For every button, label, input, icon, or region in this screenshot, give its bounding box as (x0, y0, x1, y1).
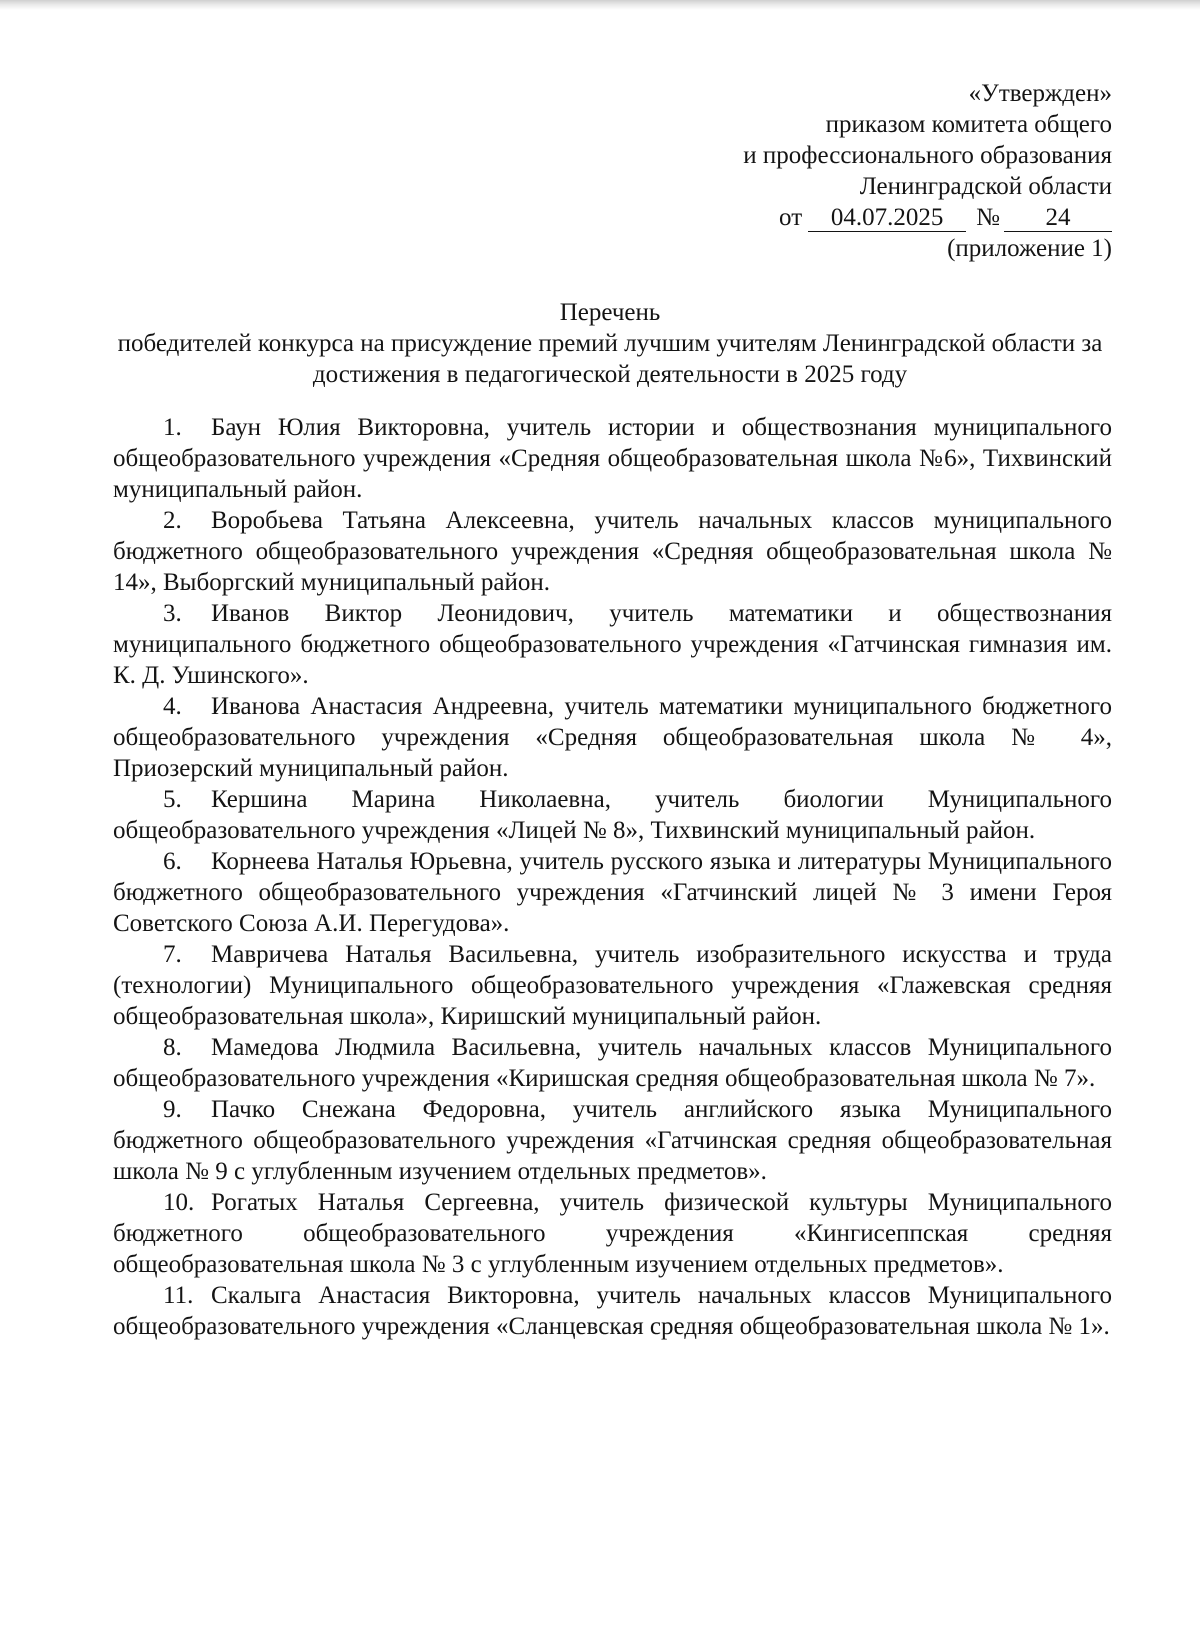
list-item (113, 846, 1112, 939)
list-item (113, 1280, 1112, 1342)
list-item-number: 2. (163, 507, 182, 534)
document-subtitle: победителей конкурса на присуждение премий лучшим учителям Ленинградской области за достижения в педагогической деятельности в 2025 году (117, 330, 1103, 388)
list-item-number: 11. (163, 1282, 194, 1309)
approval-date-line (592, 202, 1112, 233)
approval-stamp-block (592, 78, 1112, 264)
list-item-number: 7. (163, 941, 182, 968)
approval-line-approved: «Утвержден» (968, 80, 1112, 107)
number-sign: № (976, 204, 1000, 231)
list-item-number: 3. (163, 600, 182, 627)
list-item-number: 6. (163, 848, 182, 875)
list-item (113, 1187, 1112, 1280)
list-item-text: Скалыга Анастасия Викторовна, учитель начальных классов Муниципального общеобразовательного учреждения «Сланцевская средняя общеобразовательная школа № 1». (113, 1282, 1112, 1340)
list-item-text: Воробьева Татьяна Алексеевна, учитель начальных классов муниципального бюджетного общеобразовательного учреждения «Средняя общеобразовательная школа № 14», Выборгский муниципальный район. (113, 507, 1112, 596)
list-item (113, 784, 1112, 846)
date-prefix: от (779, 204, 803, 231)
list-item (113, 939, 1112, 1032)
list-item-text: Кершина Марина Николаевна, учитель биологии Муниципального общеобразовательного учреждения «Лицей № 8», Тихвинский муниципальный район. (113, 786, 1112, 844)
list-item-text: Баун Юлия Викторовна, учитель истории и обществознания муниципального общеобразовательного учреждения «Средняя общеобразовательная школа №6», Тихвинский муниципальный район. (113, 414, 1112, 503)
list-item-text: Иванов Виктор Леонидович, учитель математики и обществознания муниципального бюджетного общеобразовательного учреждения «Гатчинская гимназия им. К. Д. Ушинского». (113, 600, 1112, 689)
list-item-number: 8. (163, 1034, 182, 1061)
approval-line-region: Ленинградской области (859, 173, 1112, 200)
list-item (113, 1032, 1112, 1094)
list-item (113, 505, 1112, 598)
list-item-number: 4. (163, 693, 182, 720)
appendix-label: (приложение 1) (947, 235, 1112, 262)
list-item-number: 10. (163, 1189, 195, 1216)
approval-line-committee: и профессионального образования (743, 142, 1112, 169)
scan-edge-shadow (0, 0, 1200, 10)
order-date: 04.07.2025 (808, 205, 966, 232)
winners-list (113, 412, 1112, 1342)
list-item-number: 5. (163, 786, 182, 813)
list-item-number: 9. (163, 1096, 182, 1123)
list-item-text: Корнеева Наталья Юрьевна, учитель русского языка и литературы Муниципального бюджетного общеобразовательного учреждения «Гатчинский лицей № 3 имени Героя Советского Союза А.И. Перегудова». (113, 848, 1112, 937)
list-item-text: Иванова Анастасия Андреевна, учитель математики муниципального бюджетного общеобразовательного учреждения «Средняя общеобразовательная школа № 4», Приозерский муниципальный район. (113, 693, 1112, 782)
list-item-number: 1. (163, 414, 182, 441)
document-title: Перечень (559, 299, 661, 326)
list-item (113, 691, 1112, 784)
list-item-text: Мамедова Людмила Васильевна, учитель начальных классов Муниципального общеобразовательного учреждения «Киришская средняя общеобразовательная школа № 7». (113, 1034, 1112, 1092)
document-heading (110, 297, 1110, 390)
list-item (113, 412, 1112, 505)
list-item-text: Пачко Снежана Федоровна, учитель английского языка Муниципального бюджетного общеобразовательного учреждения «Гатчинская средняя общеобразовательная школа № 9 с углубленным изучением отдельных предметов». (113, 1096, 1112, 1185)
list-item (113, 1094, 1112, 1187)
list-item-text: Рогатых Наталья Сергеевна, учитель физической культуры Муниципального бюджетного общеобразовательного учреждения «Кингисеппская средняя общеобразовательная школа № 3 с углубленным изучением отдельных предметов». (113, 1189, 1112, 1278)
order-number: 24 (1004, 205, 1112, 232)
approval-line-order: приказом комитета общего (825, 111, 1112, 138)
list-item-text: Мавричева Наталья Васильевна, учитель изобразительного искусства и труда (технологии) Муниципального общеобразовательного учреждения «Глажевская средняя общеобразовательная школа», Киришский муниципальный район. (113, 941, 1112, 1030)
list-item (113, 598, 1112, 691)
